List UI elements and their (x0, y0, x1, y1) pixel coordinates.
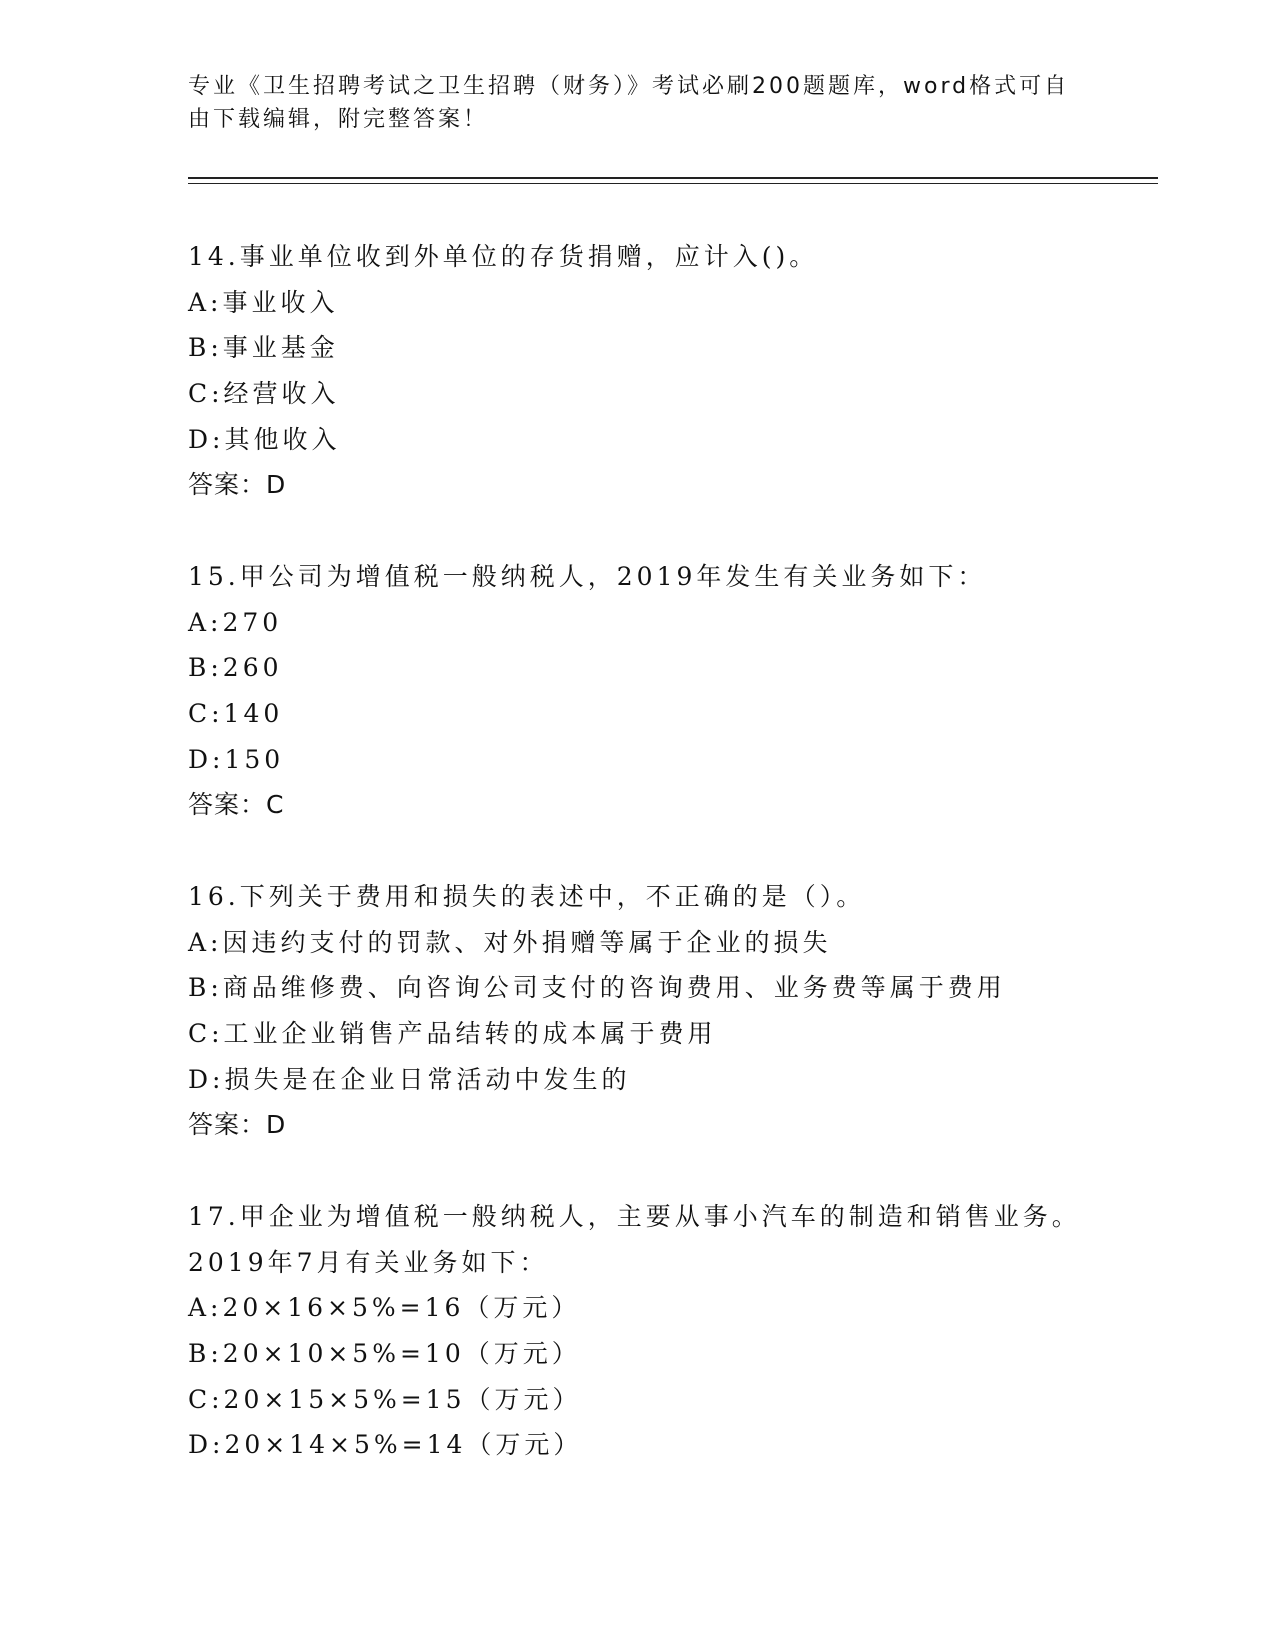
option-c: C:经营收入 (188, 379, 340, 409)
option-b: B:20×10×5%=10（万元） (188, 1339, 581, 1369)
answer: 答案：D (188, 1110, 287, 1140)
question-stem: 16.下列关于费用和损失的表述中，不正确的是（）。 (188, 882, 866, 911)
question-stem: 17.甲企业为增值税一般纳税人，主要从事小汽车的制造和销售业务。 (188, 1202, 1081, 1231)
question-stem: 14.事业单位收到外单位的存货捐赠，应计入()。 (188, 242, 819, 271)
question-14 (188, 234, 1138, 508)
option-b: B:商品维修费、向咨询公司支付的咨询费用、业务费等属于费用 (188, 973, 1006, 1003)
option-d: D:20×14×5%=14（万元） (188, 1430, 583, 1460)
option-a: A:因违约支付的罚款、对外捐赠等属于企业的损失 (188, 927, 832, 957)
question-16 (188, 874, 1138, 1148)
question-15 (188, 554, 1138, 828)
header-line-2: 由下载编辑，附完整答案！ (188, 107, 489, 132)
option-c: C:工业企业销售产品结转的成本属于费用 (188, 1019, 717, 1049)
option-c: C:20×15×5%=15（万元） (188, 1384, 582, 1414)
header-divider-thin (188, 183, 1158, 184)
option-a: A:事业收入 (188, 287, 339, 317)
document-header (188, 70, 1088, 136)
option-d: D:150 (188, 744, 285, 774)
answer: 答案：C (188, 790, 285, 820)
header-line-1: 专业《卫生招聘考试之卫生招聘（财务）》考试必刷200题题库，word格式可自 (188, 74, 1070, 99)
option-d: D:其他收入 (188, 424, 341, 454)
option-a: A:20×16×5%=16（万元） (188, 1293, 581, 1323)
header-divider-thick (188, 177, 1158, 179)
option-b: B:260 (188, 653, 283, 683)
option-d: D:损失是在企业日常活动中发生的 (188, 1064, 631, 1094)
question-17 (188, 1194, 1138, 1468)
question-stem-continued: 2019年7月有关业务如下： (188, 1247, 549, 1277)
question-stem: 15.甲公司为增值税一般纳税人，2019年发生有关业务如下： (188, 562, 987, 591)
option-a: A:270 (188, 607, 283, 637)
option-b: B:事业基金 (188, 333, 339, 363)
option-c: C:140 (188, 699, 284, 729)
answer: 答案：D (188, 470, 287, 500)
